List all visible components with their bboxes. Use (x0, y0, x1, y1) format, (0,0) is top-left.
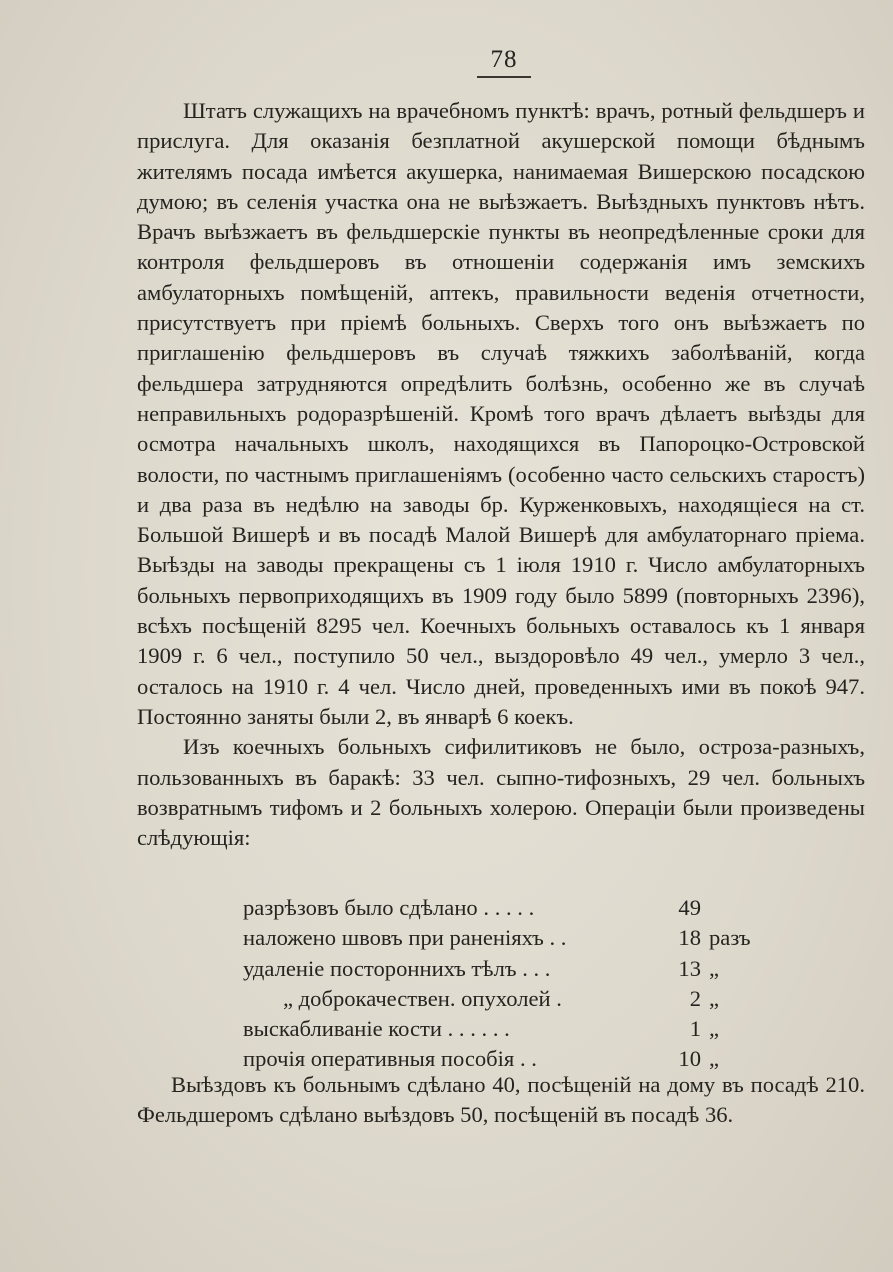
operations-list (243, 893, 751, 1075)
operation-unit: „ (709, 1016, 720, 1042)
operation-count: 13 (678, 955, 701, 981)
operation-unit: „ (709, 985, 720, 1011)
operation-label: прочія оперативныя пособія . . (243, 1046, 537, 1072)
paragraph-inpatients: Изъ коечныхъ больныхъ сифилитиковъ не было, остроза-разныхъ, пользованныхъ въ баракѣ: 33 чел. сыпно-тифозныхъ, 29 чел. больныхъ возвратнымъ тифомъ и 2 больныхъ холерою. Операціи были произведены слѣдующія: (137, 734, 865, 851)
operation-row (243, 923, 751, 953)
operation-label: наложено швовъ при раненіяхъ . . (243, 925, 567, 951)
paragraph-staff: Штатъ служащихъ на врачебномъ пунктѣ: врачъ, ротный фельдшеръ и прислуга. Для оказанія безплатной акушерской помощи бѣднымъ жителямъ посада имѣется акушерка, нанимаемая Вишерскою посадскою думою; въ селенія участка она не выѣзжаетъ. Выѣздныхъ пунктовъ нѣтъ. Врачъ выѣзжаетъ въ фельдшерскіе пункты въ неопредѣленные сроки для контроля фельдшеровъ въ отношеніи содержанія имъ земскихъ амбулаторныхъ помѣщеній, аптекъ, правильности веденія отчетности, присутствуетъ при пріемѣ больныхъ. Сверхъ того онъ выѣзжаетъ по приглашенію фельдшеровъ въ случаѣ тяжкихъ заболѣваній, когда фельдшера затрудняются опредѣлить болѣзнь, особенно же въ случаѣ неправильныхъ родоразрѣшеній. Кромѣ того врачъ дѣлаетъ выѣзды для осмотра начальныхъ школъ, находящихся въ Папороцко-Островской волости, по частнымъ приглашеніямъ (особенно часто сельскихъ старостъ) и два раза въ недѣлю на заводы бр. Курженковыхъ, находящіеся на ст. Большой Вишерѣ и въ посадѣ Малой Вишерѣ для амбулаторнаго пріема. Выѣзды на заводы прекращены съ 1 іюля 1910 г. Число амбулаторныхъ больныхъ первоприходящихъ въ 1909 году было 5899 (повторныхъ 2396), всѣхъ посѣщеній 8295 чел. Коечныхъ больныхъ оставалось къ 1 января 1909 г. 6 чел., поступило 50 чел., выздоровѣло 49 чел., умерло 3 чел., осталось на 1910 г. 4 чел. Число дней, проведенныхъ ими въ покоѣ 947. Постоянно заняты были 2, въ январѣ 6 коекъ. (137, 98, 865, 729)
operation-count: 10 (678, 1046, 701, 1072)
operation-row (243, 893, 751, 923)
operation-label: выскабливаніе кости . . . . . . (243, 1016, 510, 1042)
operation-label: „ доброкачествен. опухолей . (283, 985, 562, 1011)
main-text (137, 96, 865, 853)
operation-label: удаленіе постороннихъ тѣлъ . . . (243, 955, 551, 981)
page-number: 78 (490, 46, 518, 73)
operation-count: 49 (678, 895, 701, 920)
operation-row (243, 954, 751, 984)
operation-count: 1 (689, 1016, 701, 1042)
closing-text (137, 1070, 865, 1131)
operation-unit: разъ (709, 925, 751, 951)
operation-unit: „ (709, 1046, 720, 1072)
operation-count: 2 (689, 985, 701, 1011)
operation-label: разрѣзовъ было сдѣлано . . . . . (243, 895, 535, 920)
operation-row (243, 1014, 751, 1044)
operation-unit: „ (709, 955, 720, 981)
operation-count: 18 (678, 925, 701, 951)
operation-row (243, 984, 751, 1014)
page-number-rule (477, 76, 531, 78)
paragraph-visits: Выѣздовъ къ больнымъ сдѣлано 40, посѣщеній на дому въ посадѣ 210. Фельдшеромъ сдѣлано выѣздовъ 50, посѣщеній въ посадѣ 36. (137, 1072, 865, 1128)
